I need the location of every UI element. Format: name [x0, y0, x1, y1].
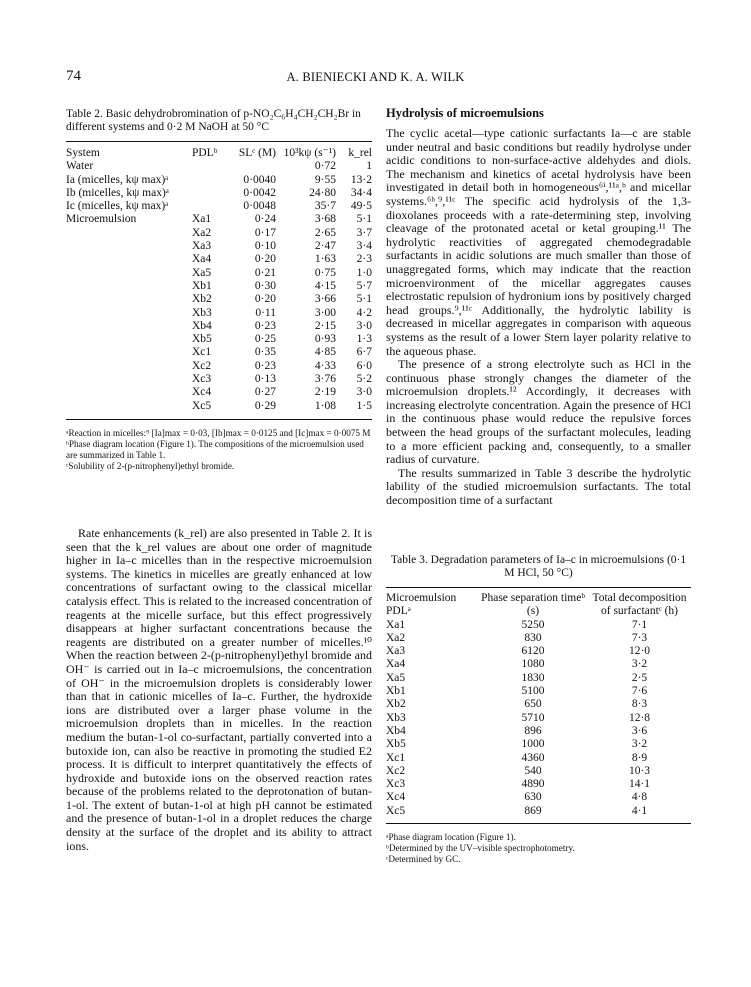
- table3-cell: Xa4: [386, 658, 406, 671]
- table2-cell: 0·27: [254, 386, 276, 399]
- table2-cell: [66, 373, 192, 386]
- table3-row: [386, 765, 691, 778]
- table3-cell: Xa3: [386, 645, 406, 658]
- table3-row: [386, 712, 691, 725]
- table2-cell: [66, 280, 192, 293]
- table2-cell: 0·21: [254, 266, 276, 279]
- left-body: [66, 527, 372, 853]
- table2-cell: [66, 253, 192, 266]
- table3-cell: 1830: [521, 671, 545, 684]
- table2-cell: Xc2: [192, 359, 212, 372]
- table2-header: k_rel: [348, 147, 372, 159]
- section-heading: Hydrolysis of microemulsions: [386, 106, 544, 120]
- table2-cell: Ia (micelles, kψ max)ᵃ: [66, 173, 169, 186]
- table2-cell: 3·68: [314, 213, 336, 226]
- table2-cell: [66, 307, 192, 320]
- table2-header: System: [66, 147, 100, 159]
- table3-body: [386, 619, 691, 818]
- table3-cell: 4360: [521, 751, 545, 764]
- table2-cell: [66, 346, 192, 359]
- table2-row: [66, 200, 372, 213]
- table3-row: [386, 805, 691, 818]
- table2-cell: Microemulsion: [66, 213, 137, 226]
- table2-row: [66, 160, 372, 173]
- table2-row: [66, 386, 372, 399]
- right-body: [386, 106, 691, 508]
- table3-cell: 10·3: [628, 764, 651, 777]
- table2-cell: [192, 200, 226, 213]
- table3-cell: 7·3: [631, 631, 648, 644]
- table2-cell: 9·55: [314, 173, 336, 186]
- table2-cell: Xa3: [192, 240, 212, 253]
- table3-row: [386, 632, 691, 645]
- table2-cell: [66, 320, 192, 333]
- table2-cell: Xb1: [192, 279, 212, 292]
- table2-cell: Xa2: [192, 226, 212, 239]
- table2-cell: 4·15: [314, 279, 336, 292]
- table3-caption: Table 3. Degradation parameters of Ia–c in microemulsions (0·1 M HCl, 50 °C): [390, 554, 687, 579]
- table2-cell: 3·0: [356, 386, 372, 399]
- table2-cell: 0·75: [314, 266, 336, 279]
- table2-cell: 1·5: [356, 399, 372, 412]
- table3-row: [386, 698, 691, 711]
- table2-cell: [66, 267, 192, 280]
- table2-cell: [66, 240, 192, 253]
- table3-cell: 5250: [521, 618, 545, 631]
- table2-cell: 1·08: [314, 399, 336, 412]
- table2-cell: Xa4: [192, 253, 212, 266]
- table3-cell: 830: [524, 631, 542, 644]
- table3-row: [386, 725, 691, 738]
- table2-cell: 5·1: [356, 213, 372, 226]
- table3-cell: 1000: [521, 738, 545, 751]
- table3-footnotes: [386, 832, 691, 865]
- table3-cell: Xc1: [386, 751, 406, 764]
- table2-row: [66, 346, 372, 359]
- table3-cell: 7·1: [631, 618, 648, 631]
- table2-row: [66, 360, 372, 373]
- table3-cell: Xb2: [386, 698, 406, 711]
- table2-cell: 0·0048: [243, 200, 276, 213]
- table2-cell: 3·4: [356, 240, 372, 253]
- table2-cell: [192, 187, 226, 200]
- table3-bottom-rule: [386, 823, 691, 824]
- table2-row: [66, 307, 372, 320]
- table2-cell: 6·0: [356, 359, 372, 372]
- paragraph: Rate enhancements (k_rel) are also presented in Table 2. It is seen that the k_rel values are about one order of magnitude higher in Ia–c micelles than in the respective microemulsion systems. The kinetics in micelles are greatly enhanced at low concentrations of surfactant owing to the classical micellar catalysis effect. This is related to the increased concentration of reagents at the micelle surface, but this effect progressively disappears at higher surfactant concentrations because the reagents are distributed on a greater number of micelles.¹⁰ When the reaction between 2-(p-nitrophenyl)ethyl bromide and OH⁻ is carried out in Ia–c microemulsions, the concentration of OH⁻ in the microemulsion droplets is considerably lower than that in cationic micelles of Ia–c. Further, the hydroxide ions are distributed over a larger phase volume in the microemulsion droplets than in micelles. In the reaction medium the butan-1-ol co-surfactant, partially converted into a butoxide ion, can also be reactive in promoting the studied E2 process. It is difficult to interpret quantitatively the effects of hydroxide and butoxide ions on the observed reaction rates because of the problems related to the deprotonation of butan-1-ol. The extent of butan-1-ol at high pH cannot be estimated and the presence of butan-1-ol in a droplet reduces the charge density at the surface of the droplet and its ability to attract ions.: [66, 526, 372, 853]
- table3-cell: 14·1: [628, 778, 651, 791]
- table3-block: [386, 554, 691, 865]
- table2-cell: 0·0040: [243, 173, 276, 186]
- table3-cell: Xb4: [386, 724, 406, 737]
- table3-cell: 630: [524, 791, 542, 804]
- table2-header-row: [66, 147, 372, 160]
- table2-cell: 0·13: [254, 373, 276, 386]
- table2-cell: 6·7: [356, 346, 372, 359]
- table2-cell: 3·66: [314, 293, 336, 306]
- table3-cell: 12·0: [628, 645, 651, 658]
- table2-footnote: ᵃReaction in micelles:⁹ [Ia]max = 0·03, [Ib]max = 0·0125 and [Ic]max = 0·0075 M: [66, 427, 371, 438]
- table3-cell: Xc5: [386, 804, 406, 817]
- table2-cell: 0·29: [254, 399, 276, 412]
- right-body-text: [386, 127, 691, 508]
- table2-cell: 4·33: [314, 359, 336, 372]
- table3-cell: 3·2: [631, 658, 648, 671]
- table2-cell: 34·4: [350, 186, 372, 199]
- table2-cell: [66, 227, 192, 240]
- table2-cell: 0·23: [254, 319, 276, 332]
- table3-row: [386, 791, 691, 804]
- table2-row: [66, 213, 372, 226]
- table3-row: [386, 672, 691, 685]
- table2-cell: Ib (micelles, kψ max)ᵃ: [66, 186, 169, 199]
- table2-cell: 1·3: [356, 333, 372, 346]
- table3-row: [386, 685, 691, 698]
- table3-row: [386, 619, 691, 632]
- table2-top-rule: [66, 141, 372, 142]
- table3-cell: 7·6: [631, 685, 648, 698]
- table2-footnotes: [66, 428, 372, 472]
- table2-cell: 4·2: [356, 306, 372, 319]
- table3-cell: Xa2: [386, 631, 406, 644]
- table2-cell: 3·76: [314, 373, 336, 386]
- table2-cell: 0·72: [314, 160, 336, 173]
- table2-cell: 0·23: [254, 359, 276, 372]
- table3-header: Total decomposition of surfactantᶜ (h): [592, 592, 687, 618]
- table2-row: [66, 253, 372, 266]
- paragraph: The cyclic acetal—type cationic surfactants Ia—c are stable under neutral and basic conditions but readily hydrolyse under acidic conditions to non-surface-active aldehydes and diols. The mechanism and kinetics of acetal hydrolysis have been investigated in detail both in homogeneous⁶ⁱ,¹¹ᵃ,ᵇ and micellar systems.⁶ʰ,⁹,¹¹ᶜ The specific acid hydrolysis of the 1,3-dioxolanes proceeds with a rate-determining step, involving cleavage of the protonated acetal or ketal grouping.¹¹ The hydrolytic reactivities of aggregated chemodegradable surfactants in acidic solutions are much smaller than those of unaggregated forms, which may indicate that the reaction microenvironment of the micellar aggregates causes electrostatic repulsion of hydronium ions by positively charged head groups.⁹,¹¹ᶜ Additionally, the hydrolytic lability is decreased in micellar aggregates in comparison with aqueous systems as the result of a lower Stern layer polarity relative to the aqueous phase.: [386, 126, 691, 358]
- table2-row: [66, 187, 372, 200]
- table2-cell: [192, 174, 226, 187]
- table3: [386, 592, 691, 818]
- paragraph: The presence of a strong electrolyte such as HCl in the continuous phase strongly changes the diameter of the microemulsion droplets.¹² Accordingly, it decreases with increasing electrolyte concentration. Again the presence of HCl in the continuous phase would reduce the repulsive forces between the head groups of the surfactant molecules, leading to a more efficient packing and, consequently, to a smaller radius of curvature.: [386, 357, 691, 467]
- table2-row: [66, 333, 372, 346]
- table2-cell: 4·85: [314, 346, 336, 359]
- table2-cell: 0·17: [254, 226, 276, 239]
- table3-row: [386, 738, 691, 751]
- page-number: 74: [66, 68, 81, 84]
- table2-cell: 0·0042: [243, 186, 276, 199]
- table3-row: [386, 645, 691, 658]
- table2-header: SLᶜ (M): [238, 147, 276, 159]
- table2-cell: Xc3: [192, 373, 212, 386]
- table3-cell: 869: [524, 804, 542, 817]
- table3-cell: 540: [524, 764, 542, 777]
- table2-cell: Xb4: [192, 319, 212, 332]
- table2-cell: Xb5: [192, 333, 212, 346]
- table3-cell: 3·6: [631, 724, 648, 737]
- table3-row: [386, 658, 691, 671]
- table2-cell: 0·24: [254, 213, 276, 226]
- table3-cell: 12·8: [628, 711, 651, 724]
- table2-cell: Xc1: [192, 346, 212, 359]
- table2-cell: 0·30: [254, 279, 276, 292]
- table2-cell: 3·7: [356, 226, 372, 239]
- table2-footnote: ᶜSolubility of 2-(p-nitrophenyl)ethyl bromide.: [66, 460, 235, 471]
- table2: [66, 147, 372, 413]
- table2-row: [66, 174, 372, 187]
- table2-cell: [66, 360, 192, 373]
- table3-cell: 4·8: [631, 791, 648, 804]
- table3-cell: 2·5: [631, 671, 648, 684]
- table2-cell: Xa1: [192, 213, 212, 226]
- table2-cell: 2·65: [314, 226, 336, 239]
- table2-row: [66, 400, 372, 413]
- table2-header: 10³kψ (s⁻¹): [283, 147, 336, 159]
- table2-cell: 1·63: [314, 253, 336, 266]
- table2-cell: Ic (micelles, kψ max)ᵃ: [66, 200, 169, 213]
- table2-row: [66, 373, 372, 386]
- table3-cell: 4890: [521, 778, 545, 791]
- table2-cell: 2·19: [314, 386, 336, 399]
- table2-cell: Xc5: [192, 399, 212, 412]
- table3-cell: Xb3: [386, 711, 406, 724]
- table2-cell: 0·20: [254, 253, 276, 266]
- table3-cell: Xc3: [386, 778, 406, 791]
- table2-cell: 5·7: [356, 279, 372, 292]
- table2-cell: 0·20: [254, 293, 276, 306]
- table3-cell: 5100: [521, 685, 545, 698]
- table2-cell: 0·11: [255, 306, 276, 319]
- table2-cell: [192, 160, 226, 173]
- table3-cell: 896: [524, 724, 542, 737]
- table2-header: PDLᵇ: [192, 147, 218, 159]
- table3-cell: 8·3: [631, 698, 648, 711]
- table2-row: [66, 293, 372, 306]
- table3-row: [386, 778, 691, 791]
- table2-cell: 5·2: [356, 373, 372, 386]
- table2-cell: 49·5: [350, 200, 372, 213]
- table3-cell: Xb1: [386, 685, 406, 698]
- table3-footnote: ᵇDetermined by the UV–visible spectrophotometry.: [386, 843, 575, 854]
- table3-cell: 1080: [521, 658, 545, 671]
- table3-cell: Xc4: [386, 791, 406, 804]
- table2-row: [66, 240, 372, 253]
- running-head: A. BIENIECKI AND K. A. WILK: [286, 70, 465, 84]
- table3-cell: 650: [524, 698, 542, 711]
- table2-cell: 35·7: [314, 200, 336, 213]
- table2-footnote: ᵇPhase diagram location (Figure 1). The compositions of the microemulsion used are summarized in Table 1.: [66, 438, 364, 460]
- table3-cell: 8·9: [631, 751, 648, 764]
- table2-cell: 2·15: [314, 319, 336, 332]
- table3-header: Phase separation timeᵇ (s): [481, 592, 585, 618]
- table2-cell: [66, 333, 192, 346]
- table2-cell: Xb3: [192, 306, 212, 319]
- table2-cell: 0·25: [254, 333, 276, 346]
- table2-cell: 0·35: [254, 346, 276, 359]
- table3-footnote: ᶜDetermined by GC.: [386, 854, 461, 865]
- table2-cell: [226, 160, 276, 173]
- table3-cell: 5710: [521, 711, 545, 724]
- table2-cell: [66, 293, 192, 306]
- table3-cell: Xc2: [386, 764, 406, 777]
- table2-cell: [66, 400, 192, 413]
- table2-cell: Water: [66, 160, 94, 173]
- table3-cell: Xa5: [386, 671, 406, 684]
- table2-cell: 3·00: [314, 306, 336, 319]
- table3-cell: 4·1: [631, 804, 648, 817]
- table2-cell: 1: [366, 160, 372, 173]
- table2-row: [66, 227, 372, 240]
- table3-cell: Xa1: [386, 618, 406, 631]
- table3-cell: 3·2: [631, 738, 648, 751]
- table3-cell: 6120: [521, 645, 545, 658]
- table2-cell: 2·3: [356, 253, 372, 266]
- table2-cell: 5·1: [356, 293, 372, 306]
- table2-caption: Table 2. Basic dehydrobromination of p-NO₂C₆H₄CH₂CH₂Br in different systems and 0·2 M NaOH at 50 °C: [66, 108, 361, 133]
- table2-cell: 13·2: [350, 173, 372, 186]
- table2-cell: 0·93: [314, 333, 336, 346]
- table2-block: [66, 108, 372, 472]
- table2-cell: [66, 386, 192, 399]
- table2-cell: Xa5: [192, 266, 212, 279]
- table3-header-row: [386, 592, 691, 619]
- table2-cell: 1·0: [356, 266, 372, 279]
- table2-row: [66, 320, 372, 333]
- table3-footnote: ᵃPhase diagram location (Figure 1).: [386, 832, 516, 843]
- table2-body: [66, 160, 372, 413]
- table3-row: [386, 752, 691, 765]
- table3-cell: Xb5: [386, 738, 406, 751]
- table2-cell: Xb2: [192, 293, 212, 306]
- table3-top-rule: [386, 587, 691, 588]
- table3-header: Microemulsion PDLᵃ: [386, 592, 457, 618]
- table2-row: [66, 280, 372, 293]
- table2-row: [66, 267, 372, 280]
- table2-cell: 3·0: [356, 319, 372, 332]
- table2-cell: 2·47: [314, 240, 336, 253]
- table2-cell: 24·80: [309, 186, 336, 199]
- table2-bottom-rule: [66, 419, 372, 420]
- paragraph: The results summarized in Table 3 describe the hydrolytic lability of the studied microemulsion surfactants. The total decomposition time of a surfactant: [386, 465, 691, 508]
- table2-cell: Xc4: [192, 386, 212, 399]
- table2-cell: 0·10: [254, 240, 276, 253]
